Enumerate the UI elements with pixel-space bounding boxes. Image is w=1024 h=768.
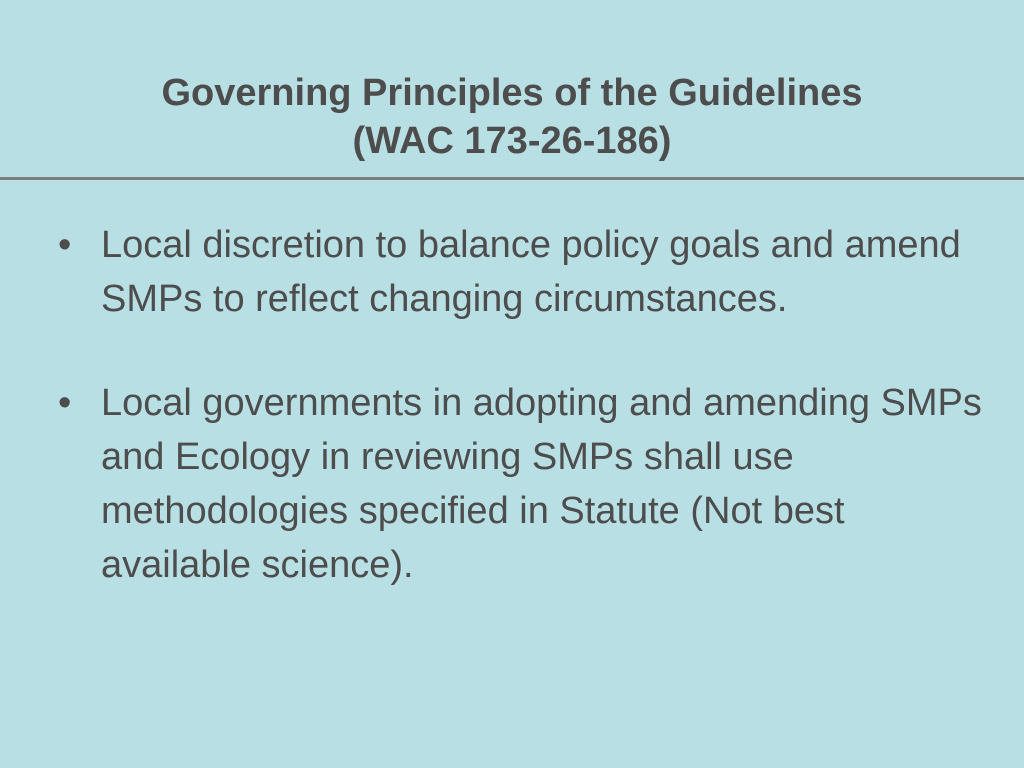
bullet-item-2 <box>0 376 1024 592</box>
bullet-text-2: Local governments in adopting and amending SMPs and Ecology in reviewing SMPs shall use methodologies specified in Statute (Not best available science). <box>101 382 982 586</box>
title-line-2: (WAC 173-26-186) <box>352 120 672 163</box>
bullet-icon: • <box>58 382 72 424</box>
title-line-1: Governing Principles of the Guidelines <box>161 72 863 115</box>
slide-title <box>0 69 1024 165</box>
bullet-icon: • <box>58 224 72 266</box>
bullet-item-1 <box>0 218 1024 326</box>
title-divider <box>0 177 1024 180</box>
bullet-list <box>0 218 1024 642</box>
bullet-text-1: Local discretion to balance policy goals and amend SMPs to reflect changing circumstances. <box>101 224 961 320</box>
